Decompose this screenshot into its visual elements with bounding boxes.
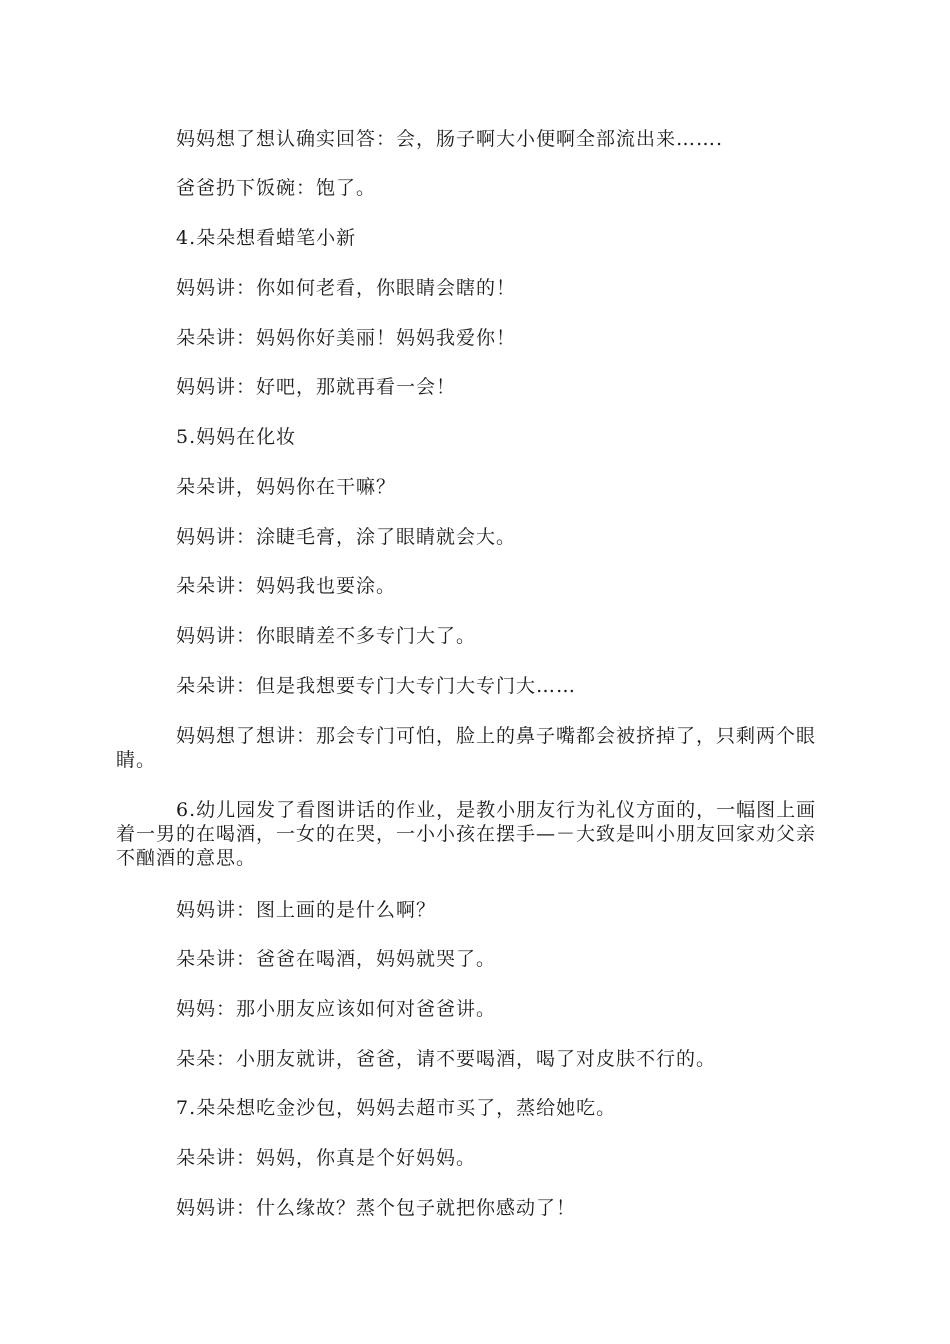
text-line: 妈妈讲：好吧，那就再看一会！ bbox=[176, 376, 457, 398]
text-line: 妈妈讲：什么缘故？蒸个包子就把你感动了！ bbox=[176, 1197, 577, 1219]
text-line: 朵朵讲：妈妈，你真是个好妈妈。 bbox=[176, 1147, 477, 1169]
paragraph: 6.幼儿园发了看图讲话的作业，是教小朋友行为礼仪方面的，一幅图上画着一男的在喝酒，一女的在哭，一小小孩在摆手—－大致是叫小朋友回家劝父亲不酗酒的意思。 bbox=[116, 799, 817, 869]
text-line: 妈妈讲：你如何老看，你眼睛会瞎的！ bbox=[176, 277, 517, 299]
text-line: 妈妈想了想认确实回答：会，肠子啊大小便啊全部流出来……. bbox=[176, 128, 724, 150]
section-heading: 7.朵朵想吃金沙包，妈妈去超市买了，蒸给她吃。 bbox=[176, 1097, 617, 1119]
text-line: 妈妈：那小朋友应该如何对爸爸讲。 bbox=[176, 998, 497, 1020]
text-line: 朵朵讲：爸爸在喝酒，妈妈就哭了。 bbox=[176, 948, 497, 970]
text-line: 妈妈讲：图上画的是什么啊？ bbox=[176, 899, 437, 921]
text-line: 朵朵讲：但是我想要专门大专门大专门大…… bbox=[176, 675, 577, 697]
section-heading: 4.朵朵想看蜡笔小新 bbox=[176, 227, 357, 249]
section-heading: 5.妈妈在化妆 bbox=[176, 426, 297, 448]
text-line: 朵朵讲：妈妈你好美丽！妈妈我爱你！ bbox=[176, 327, 517, 349]
text-line: 朵朵：小朋友就讲，爸爸，请不要喝酒，喝了对皮肤不行的。 bbox=[176, 1048, 717, 1070]
paragraph: 妈妈想了想讲：那会专门可怕，脸上的鼻子嘴都会被挤掉了，只剩两个眼睛。 bbox=[116, 725, 817, 771]
text-line: 妈妈讲：你眼睛差不多专门大了。 bbox=[176, 625, 477, 647]
text-line: 妈妈讲：涂睫毛膏，涂了眼睛就会大。 bbox=[176, 526, 517, 548]
text-line: 爸爸扔下饭碗：饱了。 bbox=[176, 177, 377, 199]
text-line: 朵朵讲：妈妈我也要涂。 bbox=[176, 575, 397, 597]
text-line: 朵朵讲，妈妈你在干嘛？ bbox=[176, 476, 397, 498]
